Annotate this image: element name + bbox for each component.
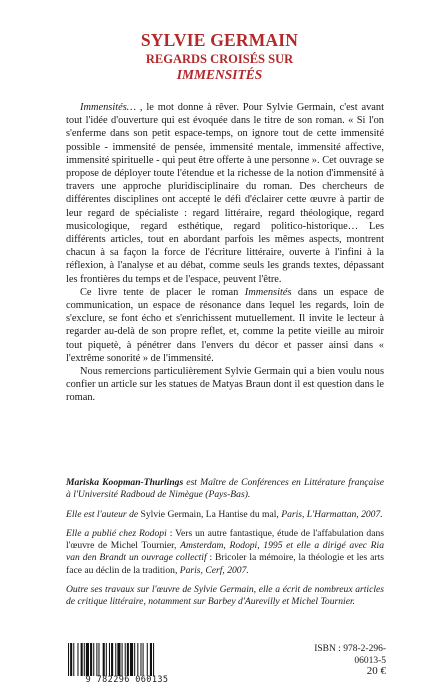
blurb-paragraph-1 xyxy=(66,101,384,286)
barcode xyxy=(66,643,188,683)
barcode-bar xyxy=(117,643,120,676)
barcode-bar xyxy=(68,643,69,676)
bio-text-2b: Sylvie Germain, La Hantise du mal, xyxy=(140,508,279,520)
barcode-bar xyxy=(98,643,99,676)
subtitle: REGARDS CROISÉS SUR xyxy=(145,52,294,66)
barcode-bar xyxy=(127,643,129,676)
barcode-bar xyxy=(153,643,154,676)
isbn: ISBN : 978-2-296-06013-5 xyxy=(314,644,386,666)
bio-text-3d: : Bricoler la mémoire, la théologie et les arts face au déclin de la tradition, xyxy=(66,552,384,576)
blurb-text-1: , le mot donne à rêver. Pour Sylvie Germain, c'est avant tout l'idée d'ouverture qui est évoquée dans le titre de son roman. « Si l'on s'enferme dans son petit espace-temps, on ignore tout de cette immensité possible - immensité de pensée, immensité mentale, immensité affective, immensité spirituelle - qui peut être offerte à une personne ». Cet ouvrage se propose de déployer toute l'étendue et la richesse de la notion d'immensité à travers une approche pluridisciplinaire du roman. Des chercheurs de différentes disciplines ont accepté le défi d'éclairer cette œuvre à partir de leur regard de spécialiste : regard littéraire, regard théologique, regard musicologique, regard esthétique, regard politico-historique… Les différents articles, tout en abordant parfois les mêmes aspects, montrent chacun à sa façon la force de l'écriture littéraire, ouverte à l'infini à la réflexion, à l'analyse et au débat, comme seuls les grands textes, dépassant les frontières du temps et de l'espace, peuvent l'être. xyxy=(66,102,384,285)
blurb-text-2a: Ce livre tente de placer le roman xyxy=(80,286,245,298)
bio-author-name: Mariska Koopman-Thurlings xyxy=(66,477,184,488)
bio-paragraph-3 xyxy=(66,528,384,577)
barcode-number: 9 782296 060135 xyxy=(85,675,169,685)
bio-text-2c: Paris, L'Harmattan, 2007. xyxy=(278,508,383,520)
barcode-bar xyxy=(130,643,133,676)
barcode-bar xyxy=(125,643,126,676)
blurb-italic-title-2: Immensités xyxy=(244,286,292,298)
barcode-bar xyxy=(103,643,105,676)
barcode-bar xyxy=(111,643,113,676)
barcode-bar xyxy=(77,643,78,676)
barcode-bar xyxy=(73,643,74,676)
bio-text-3a: Elle a publié chez Rodopi xyxy=(66,527,167,539)
blurb-italic-title: Immensités… xyxy=(80,102,136,113)
book-title: IMMENSITÉS xyxy=(176,67,263,82)
blurb-paragraph-2 xyxy=(66,286,384,365)
author-bio xyxy=(66,477,384,616)
barcode-bar xyxy=(137,643,138,676)
barcode-bar xyxy=(115,643,116,676)
barcode-bar xyxy=(140,643,141,676)
bio-paragraph-4: Outre ses travaux sur l'œuvre de Sylvie Germain, elle a écrit de nombreux articles de critique littéraire, notamment sur Barbey d'Aurevilly et Michel Tournier. xyxy=(66,584,384,608)
bio-text-2a: Elle est l'auteur de xyxy=(66,508,141,520)
bio-text-3c: Amsterdam, Rodopi, 1995 et elle a dirigé avec Ria van den Brandt un ouvrage collectif xyxy=(66,540,384,564)
barcode-bar xyxy=(150,643,152,676)
barcode-bar xyxy=(122,643,123,676)
bio-text-1: est Maître de Conférences en Littérature française à l'Université Radboud de Nimègue (Pays-Bas). xyxy=(66,477,384,501)
barcode-bar xyxy=(84,643,85,676)
barcode-bars-icon xyxy=(66,643,188,676)
author-name: SYLVIE GERMAIN xyxy=(140,30,299,50)
barcode-bar xyxy=(90,643,92,676)
barcode-bar xyxy=(93,643,94,676)
barcode-bar xyxy=(106,643,107,676)
barcode-bar xyxy=(134,643,135,676)
barcode-bar xyxy=(147,643,148,676)
barcode-bar xyxy=(70,643,72,676)
blurb-paragraph-3: Nous remercions particulièrement Sylvie Germain qui a bien voulu nous confier un article sur les statues de Matyas Braun dont il est question dans le roman. xyxy=(66,366,384,404)
bio-text-3b: : Vers un autre fantastique, étude de l'affabulation dans l'œuvre de Michel Tournier, xyxy=(66,527,384,552)
bio-paragraph-2 xyxy=(66,509,384,521)
barcode-bar xyxy=(81,643,83,676)
barcode-bar xyxy=(86,643,89,676)
bio-text-3e: Paris, Cerf, 2007. xyxy=(179,564,249,576)
barcode-bar xyxy=(109,643,110,676)
bio-paragraph-1 xyxy=(66,477,384,502)
barcode-bar xyxy=(143,643,144,676)
title-block xyxy=(0,30,439,83)
blurb-text-2b: dans un espace de communication, un espace de résonance dans lequel les regards, loin de s'exclure, se font écho et s'enrichissent mutuellement. Il invite le lecteur à regarder au-delà de son propre reflet, et, comme la petite vieille au miroir tout piquetè, à pénétrer dans l'envers du décor et passer ainsi dans « l'extrême sonorité » de l'immensité. xyxy=(66,286,384,364)
blurb xyxy=(66,101,384,405)
price: 20 € xyxy=(366,665,386,677)
barcode-bar xyxy=(96,643,97,676)
